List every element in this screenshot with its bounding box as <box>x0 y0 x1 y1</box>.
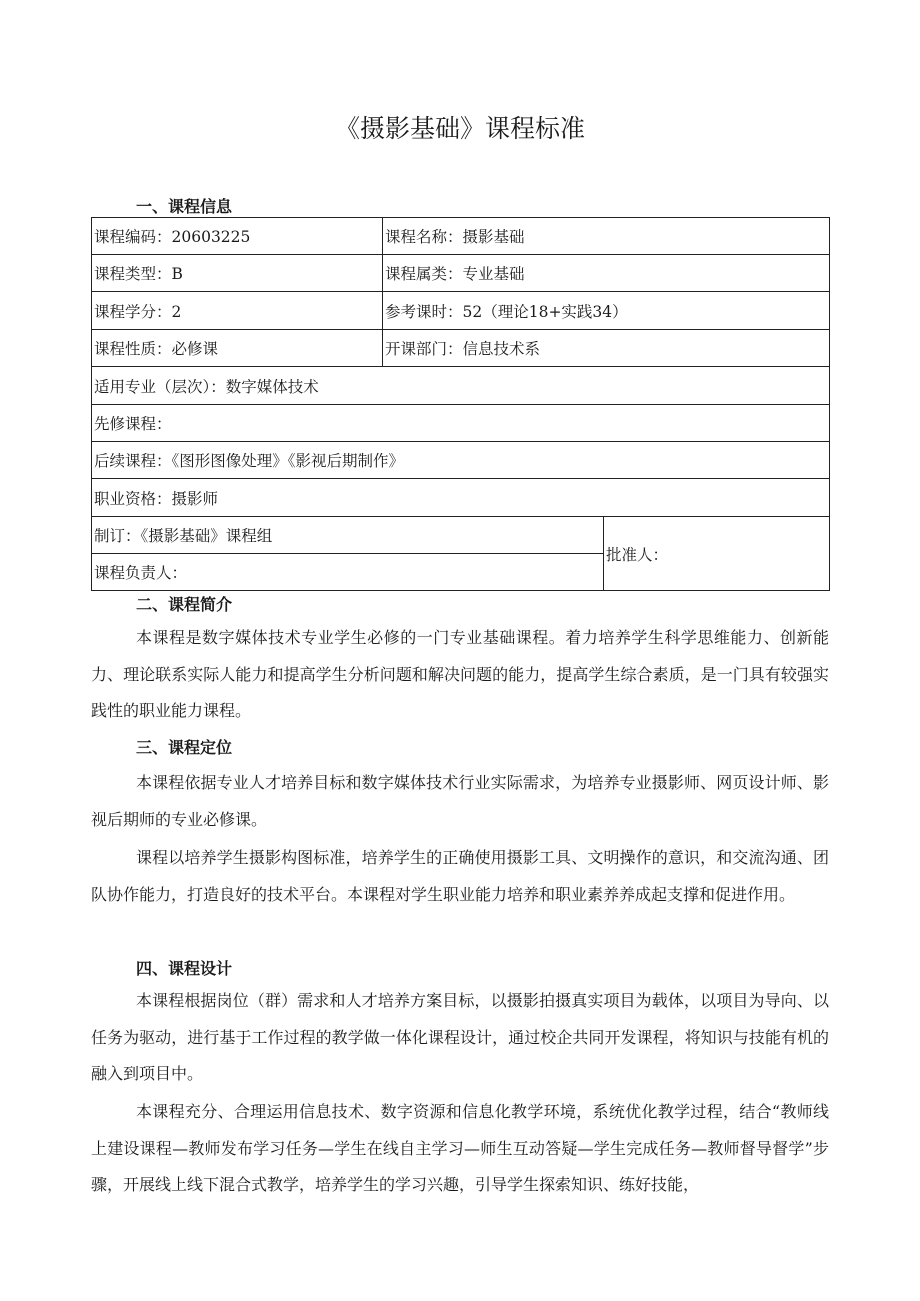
table-row <box>92 479 830 517</box>
table-row <box>92 405 830 442</box>
table-row <box>92 517 830 554</box>
followup-course-cell: 后续课程：《图形图像处理》《影视后期制作》 <box>92 442 830 479</box>
drafted-by-cell: 制订：《摄影基础》课程组 <box>92 517 604 554</box>
section-heading-course-positioning: 三、课程定位 <box>136 738 233 757</box>
applicable-major-cell: 适用专业（层次）：数字媒体技术 <box>92 367 830 405</box>
prerequisite-cell: 先修课程： <box>92 405 830 442</box>
course-nature-cell: 课程性质：必修课 <box>92 330 383 367</box>
responsible-person-cell: 课程负责人： <box>92 554 604 591</box>
document-title: 《摄影基础》课程标准 <box>334 114 585 143</box>
positioning-paragraph-2: 课程以培养学生摄影构图标准，培养学生的正确使用摄影工具、文明操作的意识，和交流沟通、团队协作能力，打造良好的技术平台。本课程对学生职业能力培养和职业素养养成起支撑和促进作用。 <box>91 848 829 904</box>
course-type-cell: 课程类型：B <box>92 255 383 292</box>
table-row <box>92 292 830 330</box>
course-code-cell: 课程编码：20603225 <box>92 218 383 255</box>
course-credits-cell: 课程学分：2 <box>92 292 383 330</box>
table-row <box>92 330 830 367</box>
design-paragraph-1: 本课程根据岗位（群）需求和人才培养方案目标，以摄影拍摄真实项目为载体，以项目为导向、以任务为驱动，进行基于工作过程的教学做一体化课程设计，通过校企共同开发课程，将知识与技能有机的融入到项目中。 <box>91 991 829 1083</box>
qualification-cell: 职业资格：摄影师 <box>92 479 830 517</box>
section-heading-course-info: 一、课程信息 <box>136 197 233 216</box>
course-name-cell: 课程名称：摄影基础 <box>383 218 830 255</box>
course-info-table <box>91 217 830 591</box>
course-category-cell: 课程属类：专业基础 <box>383 255 830 292</box>
positioning-paragraph-1: 本课程依据专业人才培养目标和数字媒体技术行业实际需求，为培养专业摄影师、网页设计师、影视后期师的专业必修课。 <box>91 773 829 829</box>
table-row <box>92 442 830 479</box>
section-heading-course-intro: 二、课程简介 <box>136 595 233 614</box>
table-row <box>92 367 830 405</box>
section-heading-course-design: 四、课程设计 <box>136 959 233 978</box>
table-row <box>92 218 830 255</box>
course-department-cell: 开课部门：信息技术系 <box>383 330 830 367</box>
approver-cell: 批准人： <box>604 517 830 591</box>
design-paragraph-2: 本课程充分、合理运用信息技术、数字资源和信息化教学环境，系统优化教学过程，结合“教师线上建设课程—教师发布学习任务—学生在线自主学习—师生互动答疑—学生完成任务—教师督导督学”步骤，开展线上线下混合式教学，培养学生的学习兴趣，引导学生探索知识、练好技能， <box>91 1102 829 1194</box>
course-hours-cell: 参考课时：52（理论18+实践34） <box>383 292 830 330</box>
table-row <box>92 255 830 292</box>
intro-paragraph: 本课程是数字媒体技术专业学生必修的一门专业基础课程。着力培养学生科学思维能力、创新能力、理论联系实际人能力和提高学生分析问题和解决问题的能力，提高学生综合素质，是一门具有较强实践性的职业能力课程。 <box>91 628 829 720</box>
